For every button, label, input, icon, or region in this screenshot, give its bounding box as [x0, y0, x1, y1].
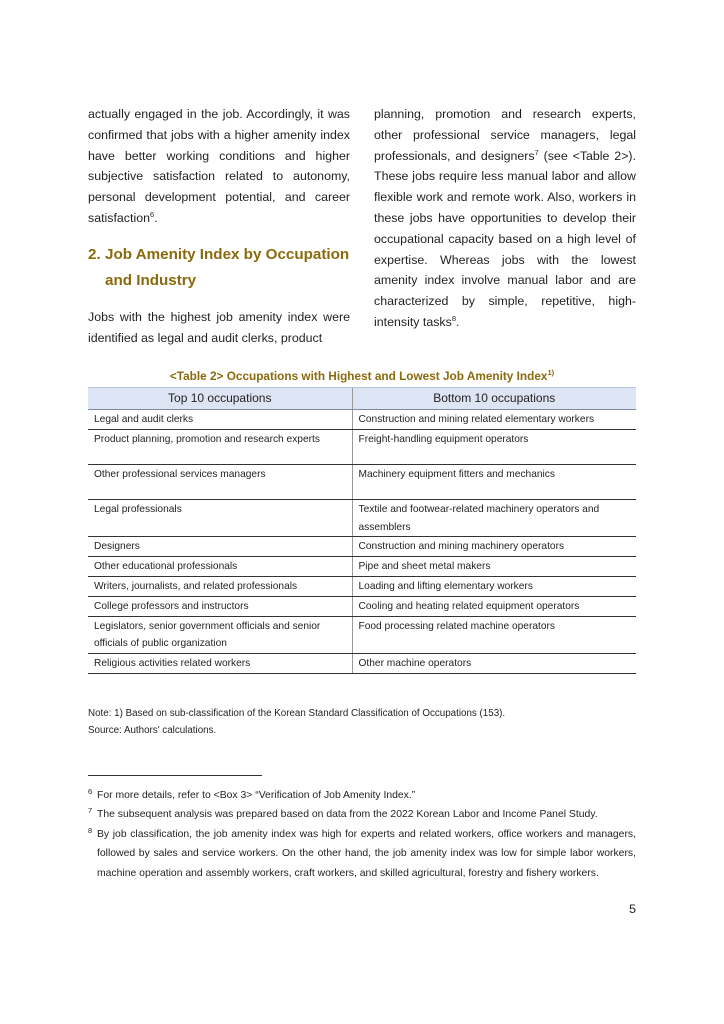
column-header-bottom: Bottom 10 occupations: [352, 388, 636, 410]
bottom-occupation-cell: Textile and footwear-related machinery operators and assemblers: [352, 499, 636, 537]
table-row: [88, 557, 636, 577]
table-row: [88, 499, 636, 537]
body-paragraph-2: Jobs with the highest job amenity index were identified as legal and audit clerks, product: [88, 309, 350, 345]
footnote-ref-7[interactable]: 7: [534, 147, 539, 157]
footnote-6: 6 For more details, refer to <Box 3> “Verification of Job Amenity Index.”: [88, 787, 416, 801]
footnote-separator: [88, 775, 262, 776]
table-row: [88, 596, 636, 616]
bottom-occupation-cell: Loading and lifting elementary workers: [352, 576, 636, 596]
footnotes: [88, 786, 636, 883]
bottom-occupation-cell: Pipe and sheet metal makers: [352, 557, 636, 577]
bottom-occupation-cell: Cooling and heating related equipment operators: [352, 596, 636, 616]
bottom-occupation-cell: Food processing related machine operators: [352, 616, 636, 654]
table-row: [88, 654, 636, 674]
top-occupation-cell: Legislators, senior government officials and senior officials of public organization: [88, 616, 352, 654]
top-occupation-cell: College professors and instructors: [88, 596, 352, 616]
table-source: Source: Authors' calculations.: [88, 725, 217, 736]
bottom-occupation-cell: Machinery equipment fitters and mechanics: [352, 464, 636, 499]
bottom-occupation-cell: Construction and mining related elementary workers: [352, 410, 636, 430]
bottom-occupation-cell: Construction and mining machinery operators: [352, 537, 636, 557]
table-row: [88, 537, 636, 557]
table-row: [88, 576, 636, 596]
top-occupation-cell: Legal and audit clerks: [88, 410, 352, 430]
table-row: [88, 464, 636, 499]
top-occupation-cell: Legal professionals: [88, 499, 352, 537]
column-header-top: Top 10 occupations: [88, 388, 352, 410]
table-header-row: [88, 388, 636, 410]
top-occupation-cell: Other educational professionals: [88, 557, 352, 577]
footnote-7: 7 The subsequent analysis was prepared based on data from the 2022 Korean Labor and Income Panel Study.: [88, 806, 598, 821]
top-occupation-cell: Religious activities related workers: [88, 654, 352, 674]
page-number: 5: [629, 902, 636, 916]
left-column: [88, 104, 350, 348]
body-paragraph-3: planning, promotion and research experts, other professional service managers, legal professionals, and designers$^7$ (see <Table 2>). These jobs require less manual labor and allow flexible work and remote work. Also, workers in these jobs have opportunities to develop their occupational capacity based on a high level of expertise. Whereas jobs with the lowest amenity index involve manual labor and are characterized by simple, repetitive, high-intensity tasks$^8$.: [374, 107, 636, 329]
top-occupation-cell: Designers: [88, 537, 352, 557]
footnote-8: 8 By job classification, the job amenity index was high for experts and related workers, office workers and managers, followed by sales and service workers. On the other hand, the job amenity index was low for simple labor workers, machine operation and assembly workers, craft workers, and skilled agricultural, forestry and fishery workers.: [88, 825, 636, 879]
right-column: [374, 104, 636, 333]
top-occupation-cell: Other professional services managers: [88, 464, 352, 499]
table-row: [88, 429, 636, 464]
occupations-table: [88, 387, 636, 674]
table-row: [88, 410, 636, 430]
top-occupation-cell: Writers, journalists, and related professionals: [88, 576, 352, 596]
table-notes: [88, 705, 505, 739]
table-row: [88, 616, 636, 654]
body-paragraph-1: actually engaged in the job. Accordingly, it was confirmed that jobs with a higher amenity index have better working conditions and higher subjective satisfaction related to autonomy, personal development potential, and career satisfaction$^6$.: [88, 107, 350, 225]
top-occupation-cell: Product planning, promotion and research experts: [88, 429, 352, 464]
table-title: <Table 2> Occupations with Highest and Lowest Job Amenity Index$^{1)}$: [169, 368, 555, 383]
bottom-occupation-cell: Other machine operators: [352, 654, 636, 674]
footnote-ref-8[interactable]: 8: [451, 313, 456, 323]
footnote-ref-6[interactable]: 6: [149, 209, 155, 219]
table-note: Note: 1) Based on sub-classification of the Korean Standard Classification of Occupations (153).: [88, 708, 506, 719]
section-heading: 2. Job Amenity Index by Occupation and Industry: [88, 245, 350, 289]
bottom-occupation-cell: Freight-handling equipment operators: [352, 429, 636, 464]
